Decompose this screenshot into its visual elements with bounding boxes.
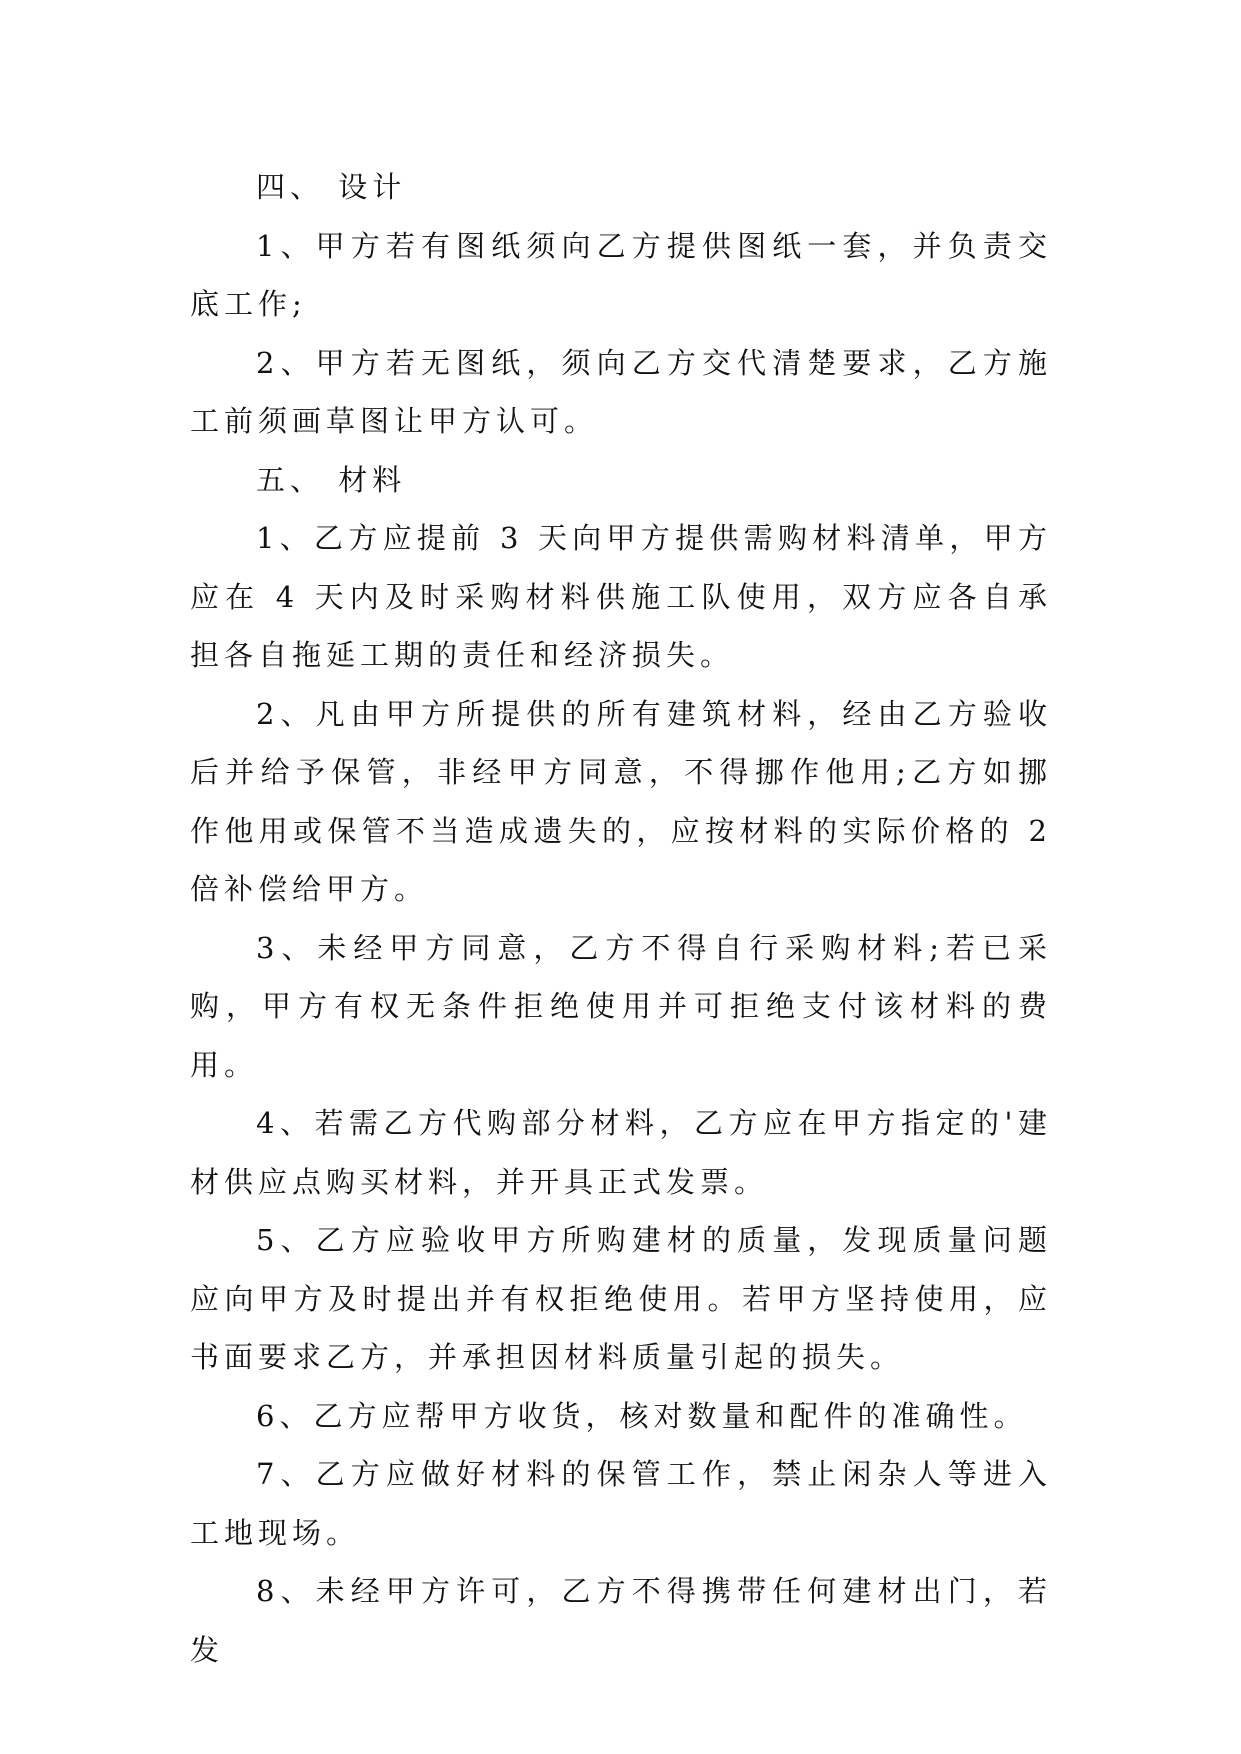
paragraph: 7、乙方应做好材料的保管工作，禁止闲杂人等进入工地现场。 — [190, 1457, 1052, 1550]
paragraph: 2、凡由甲方所提供的所有建筑材料，经由乙方验收后并给予保管，非经甲方同意，不得挪作他用;乙方如挪作他用或保管不当造成遗失的，应按材料的实际价格的 2 倍补偿给甲方。 — [190, 696, 1052, 906]
paragraph: 6、乙方应帮甲方收货，核对数量和配件的准确性。 — [256, 1398, 1028, 1433]
paragraph: 1、乙方应提前 3 天向甲方提供需购材料清单，甲方应在 4 天内及时采购材料供施工队使用，双方应各自承担各自拖延工期的责任和经济损失。 — [190, 521, 1052, 672]
paragraph: 5、乙方应验收甲方所购建材的质量，发现质量问题应向甲方及时提出并有权拒绝使用。若甲方坚持使用，应书面要求乙方，并承担因材料质量引起的损失。 — [190, 1223, 1052, 1374]
paragraph: 8、未经甲方许可，乙方不得携带任何建材出门，若发 — [190, 1574, 1052, 1667]
section-heading-design: 四、 设计 — [256, 170, 407, 204]
paragraph: 1、甲方若有图纸须向乙方提供图纸一套，并负责交底工作; — [190, 228, 1052, 321]
paragraph: 3、未经甲方同意，乙方不得自行采购材料;若已采购，甲方有权无条件拒绝使用并可拒绝支付该材料的费用。 — [190, 930, 1052, 1082]
paragraph: 4、若需乙方代购部分材料，乙方应在甲方指定的'建材供应点购买材料，并开具正式发票。 — [190, 1106, 1052, 1199]
section-heading-materials: 五、 材料 — [256, 462, 407, 497]
paragraph: 2、甲方若无图纸，须向乙方交代清楚要求，乙方施工前须画草图让甲方认可。 — [190, 345, 1052, 438]
document-body — [190, 158, 1052, 1679]
